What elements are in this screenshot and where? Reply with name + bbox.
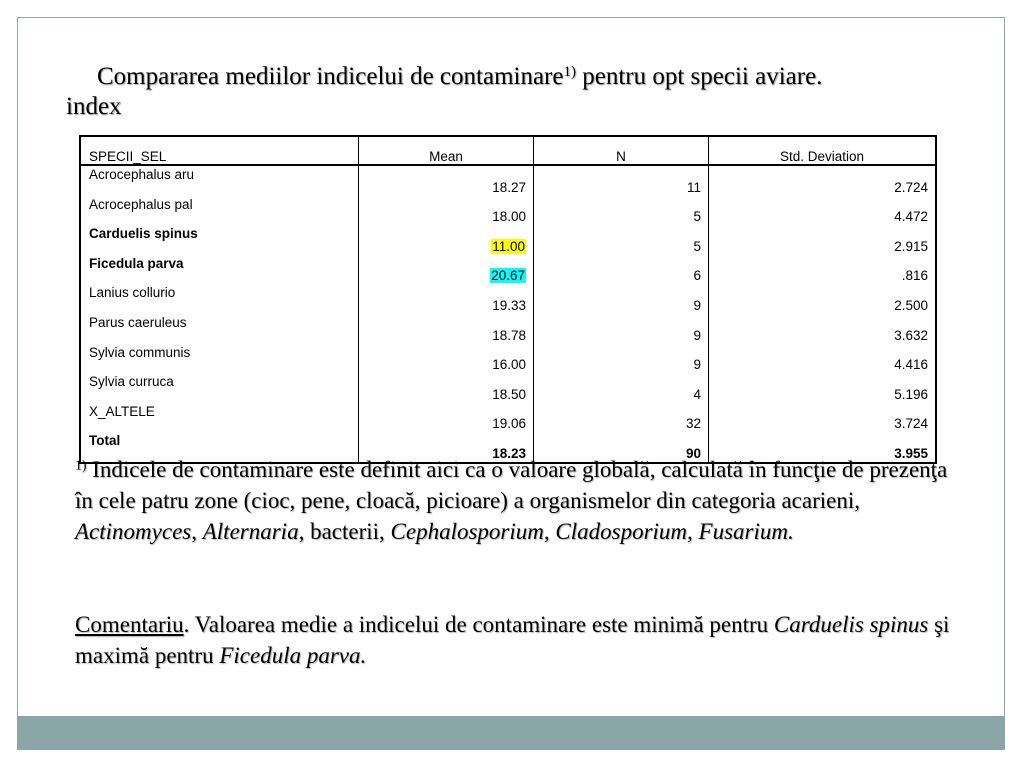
total-mean-cell: 18.23 xyxy=(359,432,534,463)
comment-text: . Valoarea medie a indicelui de contaminare este minimă pentru xyxy=(183,612,774,637)
n-cell: 9 xyxy=(534,344,709,374)
mean-cell: 18.50 xyxy=(359,373,534,403)
min-mean-highlight: 11.00 xyxy=(492,238,525,254)
std-deviation-cell: 2.724 xyxy=(709,165,937,196)
table-row xyxy=(80,255,936,285)
organism-name: Fusarium xyxy=(698,519,788,544)
organism-name: Cladosporium xyxy=(555,519,688,544)
n-cell: 5 xyxy=(534,225,709,255)
footnote-text: Indicele de contaminare este definit aici ca o valoare globală, calculată în funcţie de prezenţa în cele patru zone (cioc, pene, cloacă, picioare) a organismelor din categoria acarieni, xyxy=(75,457,948,513)
species-cell: Parus caeruleus xyxy=(89,314,187,330)
max-mean-highlight: 20.67 xyxy=(491,268,525,284)
footnote-end: . xyxy=(787,519,794,544)
std-deviation-cell: 3.632 xyxy=(709,314,937,344)
table-row xyxy=(80,196,936,226)
comment-paragraph xyxy=(75,609,955,671)
mean-cell: 18.00 xyxy=(359,196,534,226)
species-name: Ficedula parva xyxy=(219,643,361,668)
species-cell: Lanius collurio xyxy=(89,285,176,301)
table-row xyxy=(80,225,936,255)
n-cell: 5 xyxy=(534,196,709,226)
statistics-table xyxy=(79,135,937,464)
species-cell: Acrocephalus pal xyxy=(89,196,193,212)
organism-name: Alternaria xyxy=(202,519,299,544)
mean-cell xyxy=(359,255,534,285)
footnote-text: , bacterii, xyxy=(298,519,391,544)
n-cell: 4 xyxy=(534,373,709,403)
std-deviation-cell: 3.724 xyxy=(709,403,937,433)
title-footnote-mark: 1) xyxy=(563,63,576,80)
n-cell: 32 xyxy=(534,403,709,433)
footer-bar xyxy=(17,716,1005,750)
mean-cell: 18.78 xyxy=(359,314,534,344)
mean-cell: 16.00 xyxy=(359,344,534,374)
comment-end: . xyxy=(360,643,367,668)
column-header-mean: Mean xyxy=(359,136,534,165)
title-text: Compararea mediilor indicelui de contaminare xyxy=(97,63,564,90)
std-deviation-cell: .816 xyxy=(709,255,937,285)
n-cell: 9 xyxy=(534,284,709,314)
title-text-end: pentru opt specii aviare. xyxy=(575,63,823,90)
std-deviation-cell: 4.416 xyxy=(709,344,937,374)
title-line-1 xyxy=(66,62,966,92)
std-deviation-cell: 5.196 xyxy=(709,373,937,403)
total-std-deviation-cell: 3.955 xyxy=(709,432,937,463)
separator: , xyxy=(191,519,203,544)
table-header-row xyxy=(80,136,936,165)
mean-cell xyxy=(359,225,534,255)
std-deviation-cell: 4.472 xyxy=(709,196,937,226)
title-line-2: index xyxy=(66,93,122,120)
species-cell: Carduelis spinus xyxy=(89,226,198,242)
footnote-mark: 1) xyxy=(75,457,87,473)
n-cell: 6 xyxy=(534,255,709,285)
organism-name: Actinomyces xyxy=(75,519,192,544)
species-cell: Sylvia communis xyxy=(89,344,191,360)
n-cell: 9 xyxy=(534,314,709,344)
comment-text: şi maximă pentru xyxy=(75,612,950,668)
column-header-species: SPECII_SEL xyxy=(80,136,359,165)
mean-cell: 18.27 xyxy=(359,165,534,196)
std-deviation-cell: 2.915 xyxy=(709,225,937,255)
table-row xyxy=(80,403,936,433)
total-label-cell: Total xyxy=(89,433,121,449)
table-row xyxy=(80,373,936,403)
species-cell: Ficedula parva xyxy=(89,255,184,271)
table-row xyxy=(80,284,936,314)
table-row xyxy=(80,165,936,196)
species-name: Carduelis spinus xyxy=(773,612,929,637)
column-header-std-deviation: Std. Deviation xyxy=(709,136,937,165)
mean-cell: 19.06 xyxy=(359,403,534,433)
separator: , xyxy=(687,519,699,544)
species-cell: Acrocephalus aru xyxy=(89,167,195,182)
species-cell: Sylvia curruca xyxy=(89,374,174,390)
comment-label: Comentariu xyxy=(75,612,184,637)
column-header-n: N xyxy=(534,136,709,165)
table-row xyxy=(80,314,936,344)
total-n-cell: 90 xyxy=(534,432,709,463)
separator: , xyxy=(543,519,556,544)
n-cell: 11 xyxy=(534,165,709,196)
std-deviation-cell: 2.500 xyxy=(709,284,937,314)
table-row xyxy=(80,344,936,374)
footnote-paragraph xyxy=(75,454,955,547)
organism-name: Cephalosporium xyxy=(390,519,544,544)
species-cell: X_ALTELE xyxy=(89,403,155,419)
mean-cell: 19.33 xyxy=(359,284,534,314)
page-title xyxy=(66,62,966,122)
